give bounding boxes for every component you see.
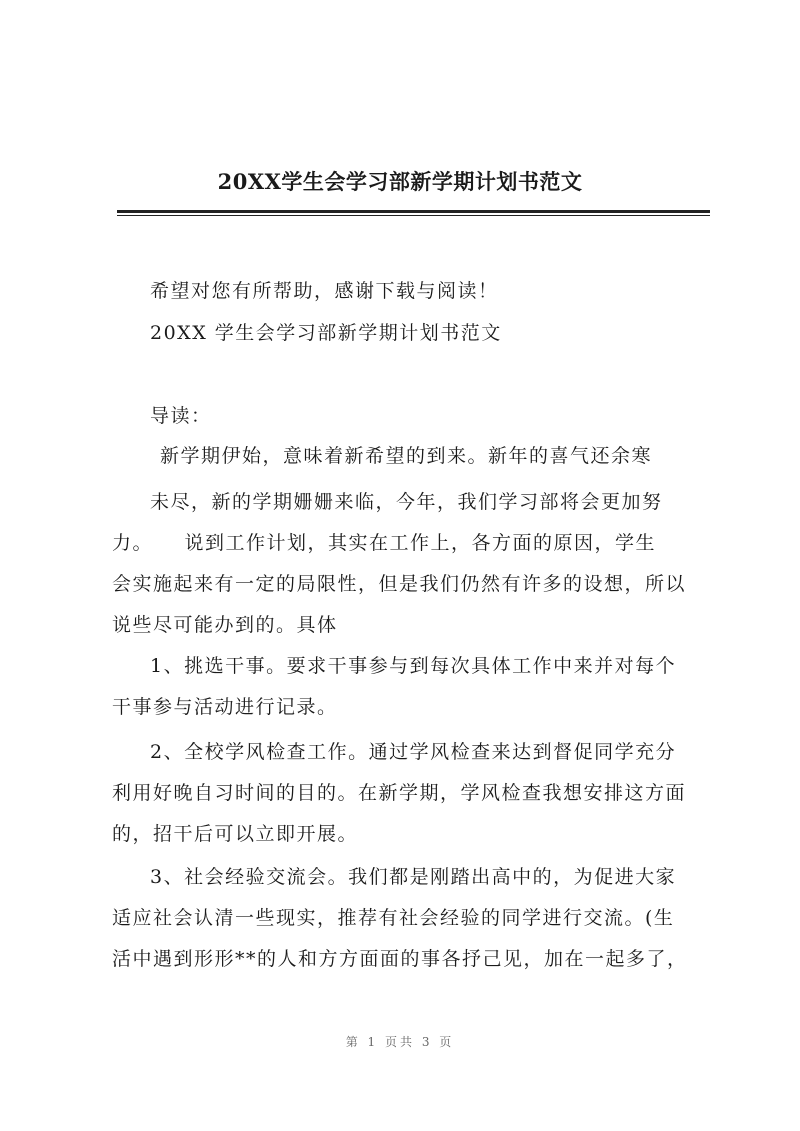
- body-line: 导读：: [150, 405, 212, 427]
- body-line: 新学期伊始，意味着新希望的到来。新年的喜气还余寒: [160, 445, 653, 467]
- document-title: 20XX学生会学习部新学期计划书范文: [217, 169, 583, 194]
- body-line: 20XX 学生会学习部新学期计划书范文: [150, 322, 502, 344]
- page-footer: 第 1 页共 3 页: [345, 1035, 455, 1049]
- body-line: 2、全校学风检查工作。通过学风检查来达到督促同学充分: [150, 741, 677, 763]
- body-line: 1、挑选干事。要求干事参与到每次具体工作中来并对每个: [150, 655, 677, 677]
- body-line: 的，招干后可以立即开展。: [112, 823, 359, 845]
- body-line: 适应社会认清一些现实，推荐有社会经验的同学进行交流。(生: [112, 907, 675, 929]
- body-line: 会实施起来有一定的局限性，但是我们仍然有许多的设想，所以: [112, 573, 687, 595]
- title-rule-thick: [117, 210, 710, 213]
- body-line: 希望对您有所帮助，感谢下载与阅读！: [150, 280, 499, 302]
- body-line: 3、社会经验交流会。我们都是刚踏出高中的，为促进大家: [150, 866, 677, 888]
- body-line: 利用好晚自习时间的目的。在新学期，学风检查我想安排这方面: [112, 782, 687, 804]
- body-line: 未尽，新的学期姗姗来临，今年，我们学习部将会更加努: [150, 491, 663, 513]
- body-line: 力。 说到工作计划，其实在工作上，各方面的原因，学生: [112, 532, 657, 554]
- title-rule-thin: [117, 215, 710, 216]
- body-line: 说些尽可能办到的。具体: [112, 614, 338, 636]
- body-line: 活中遇到形形**的人和方方面面的事各抒己见，加在一起多了，: [112, 948, 688, 970]
- body-line: 干事参与活动进行记录。: [112, 696, 338, 718]
